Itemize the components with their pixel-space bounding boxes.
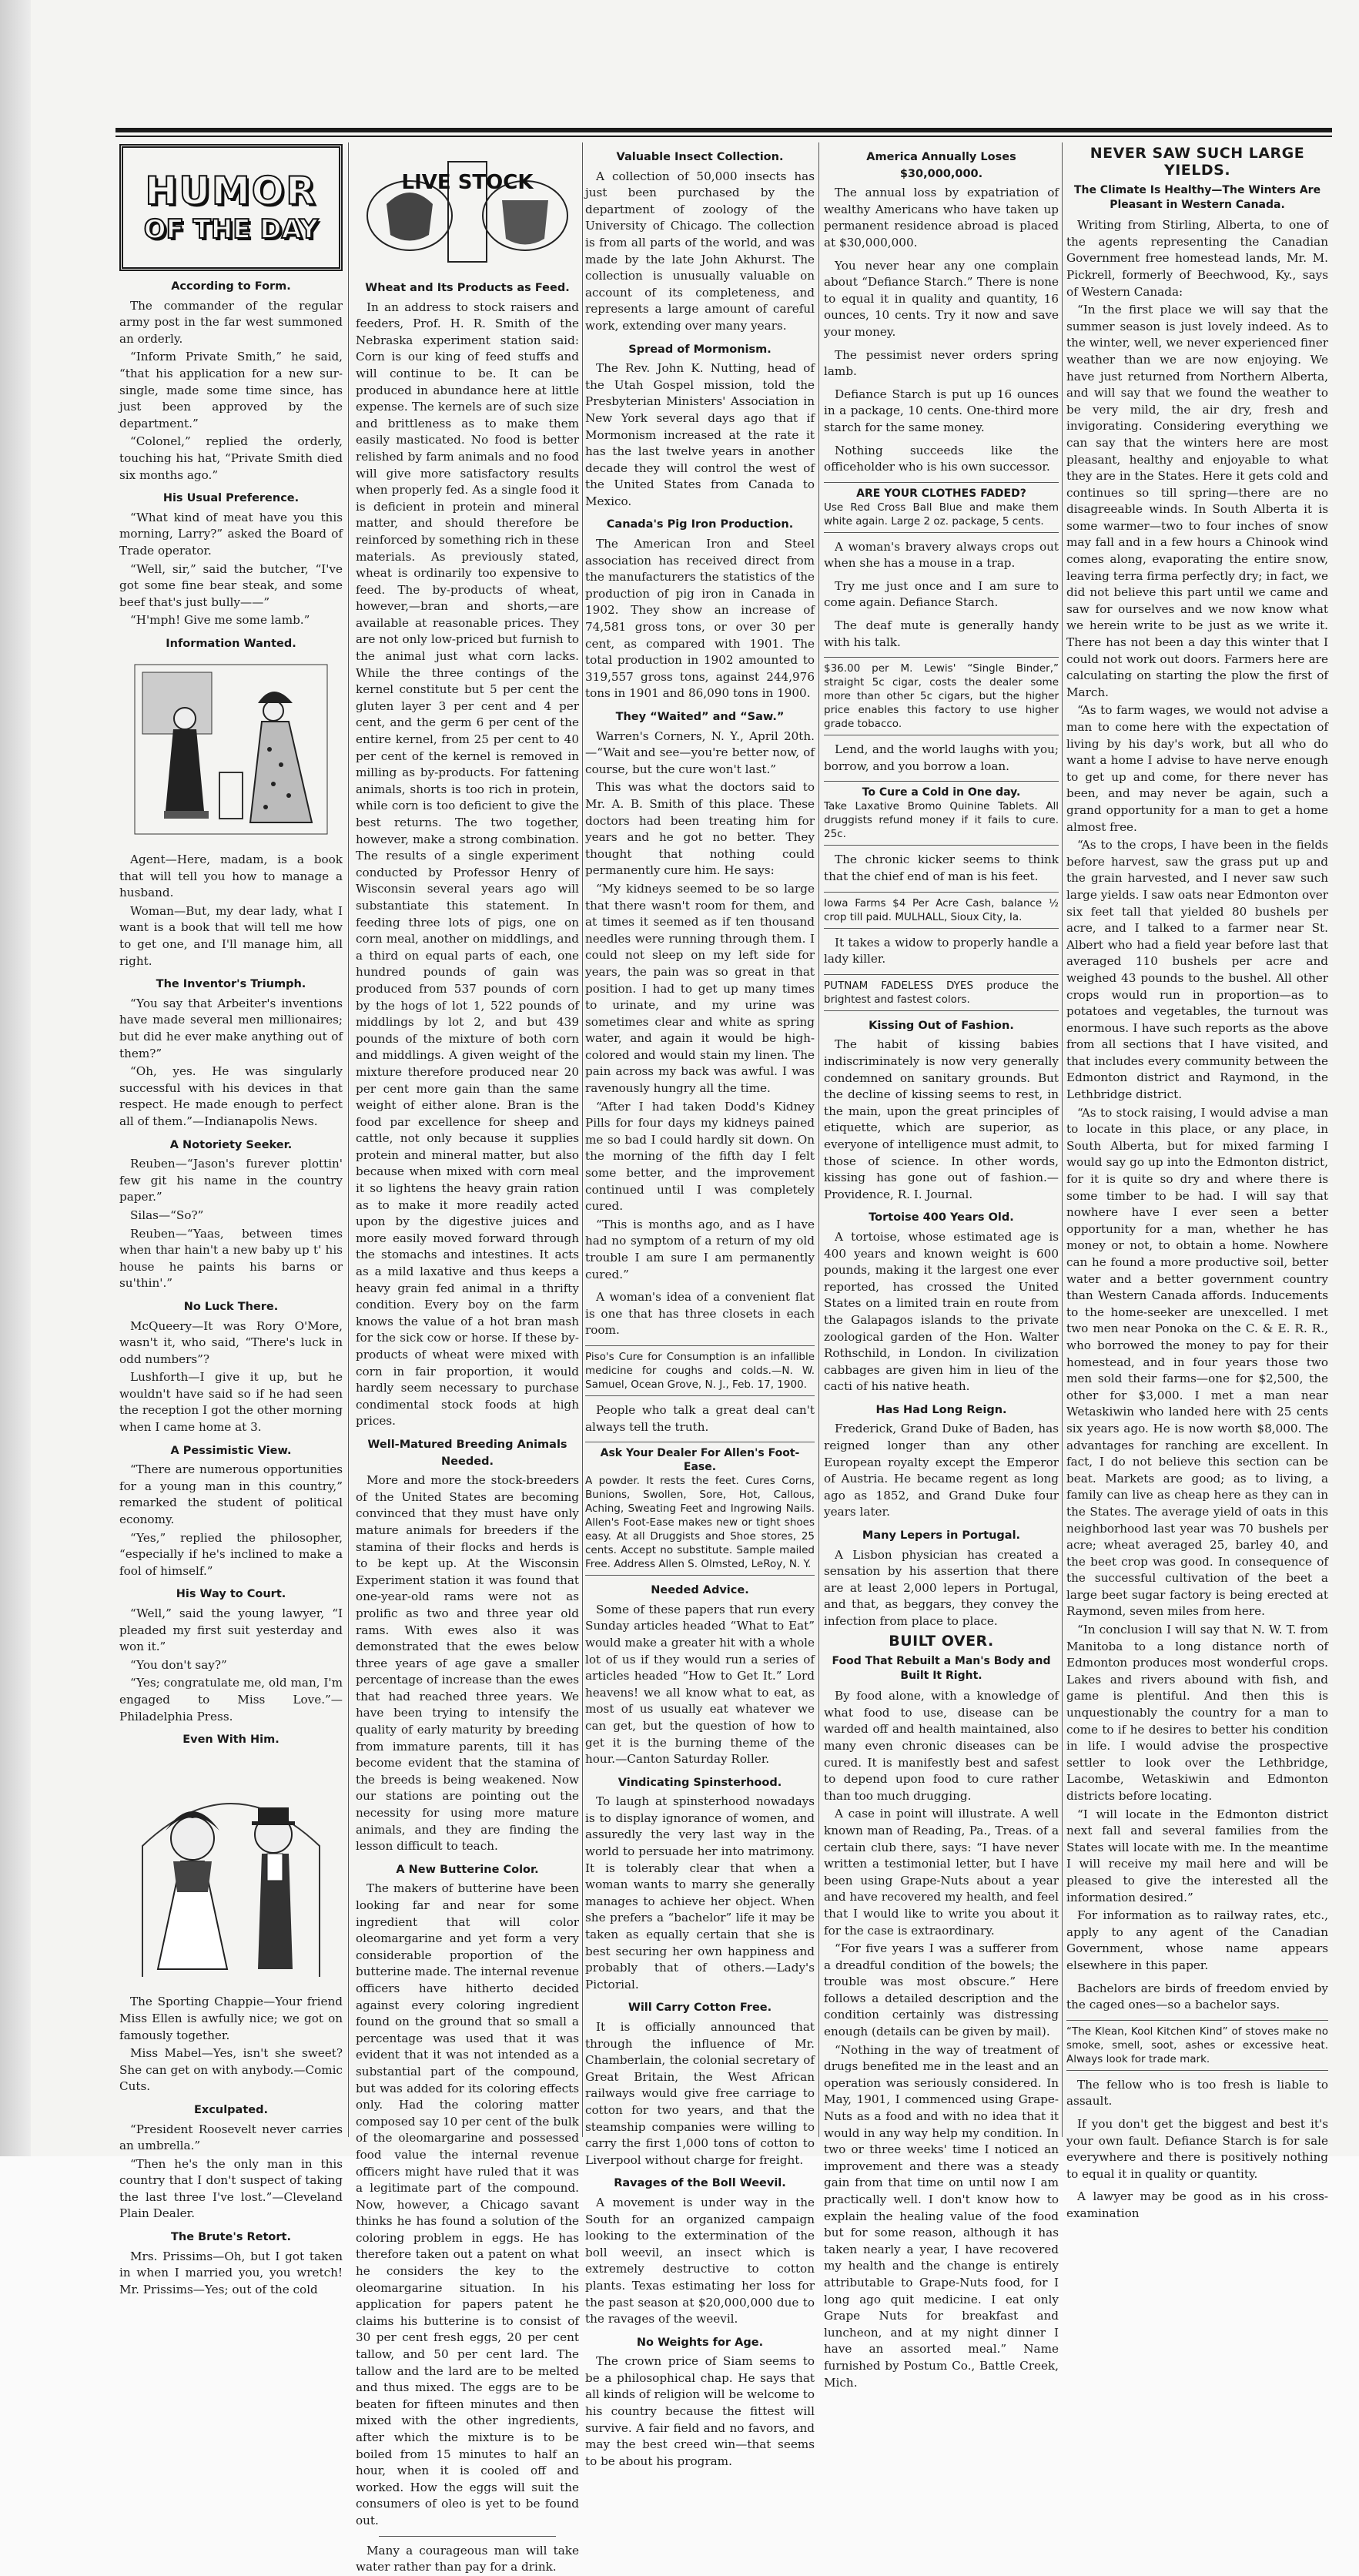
paragraph: “Well, sir,” said the butcher, “I've got some fine bear steak, and some beef that's just bully——” [119,561,343,609]
paragraph: The makers of butterine have been looking far and near for some ingredient that will color oleomargarine and yet form a very considerable proportion of the butterine made. The internal revenue officers have hitherto decided against every coloring ingredient found on the ground that so small a percentage was used that it was evident that it was not intended as a substantial part of the compound, but was added for its coloring effects only. Had the coloring matter composed say 10 per cent of the bulk of the oleomargarine and possessed food value the internal revenue officers might have ruled that it was a legitimate part of the compound. Now, however, a Chicago savant thinks he has found a solution of the coloring problem in eggs. He has therefore taken out a patent on what he considers the key to the oleomargarine situation. In his application for papers patent he claims his butterine is to consist of 30 per cent fresh eggs, 20 per cent tallow, and 50 per cent lard. The tallow and the lard are to be melted and thus mixed. The eggs are to be beaten for fifteen minutes and then mixed with the other ingredients, after which the mixture is to be boiled from 15 minutes to half an hour, when it is cooled off and worked. How the eggs will suit the consumers of oleo is yet to be found out. [356,1881,579,2527]
ad-title: ARE YOUR CLOTHES FADED? [856,487,1026,500]
paragraph: Reuben—“Jason's furever plottin' few git his name in the country paper.” [119,1157,343,1204]
headline: The Brute's Retort. [171,2231,291,2244]
paragraph: The deaf mute is generally handy with his talk. [824,618,1059,649]
column-news [585,142,815,2468]
paragraph: The Rev. John K. Nutting, head of the Utah Gospel mission, told the Presbyterian Ministers' Association in New York several days ago that if Mormonism increased at the rate it has the last twelve years in another decade they will control the west of the United States from Canada to Mexico. [585,361,815,508]
headline: They “Waited” and “Saw.” [615,711,785,723]
humor-masthead [119,144,343,271]
paragraph: Reuben—“Yaas, between times when thar hain't a new baby up t' his house he paints his barns or su'thin'.” [119,1226,343,1291]
paragraph: You never hear any one complain about “Defiance Starch.” There is none to equal it in quality and quantity, 16 ounces, 10 cents. Try it now and save your money. [824,258,1059,339]
ad-text: A powder. It rests the feet. Cures Corns, Bunions, Swollen, Sore, Hot, Callous, Aching, Sweating Feet and Ingrowing Nails. Allen's Foot-Ease makes new or tight shoes easy. At all Druggists and Shoe stores, 25 cents. Accept no substitute. Sample mailed Free. Address Allen S. Olmsted, LeRoy, N. Y. [585,1475,815,1571]
headline: A New Butterine Color. [396,1863,539,1876]
headline-large: BUILT OVER. [889,1632,994,1650]
headline: The Inventor's Triumph. [156,978,306,991]
paragraph: “Well,” said the young lawyer, “I pleaded my first suit yesterday and won it.” [119,1606,343,1654]
paragraph: “President Roosevelt never carries an umbrella.” [119,2122,343,2153]
paragraph: “Then he's the only man in this country that I don't suspect of taking the last three I've lost.”—Cleveland Plain Dealer. [119,2156,343,2221]
column-rule [818,142,819,2137]
paragraph: A collection of 50,000 insects has just been purchased by the department of zoology of the University of Chicago. The collection is from all parts of the world, and was made by the late John Akhurst. The collection is unusually valuable on account of its completeness, and represents a large amount of careful work, extending over many years. [585,169,815,333]
paragraph: By food alone, with a knowledge of what food to use, disease can be warded off and health maintained, also many even chronic diseases can be cured. It is manifestly best and safest to depend upon food to cure rather than too much drugging. [824,1689,1059,1803]
column-rule [348,142,349,2137]
paragraph: Nothing succeeds like the officeholder who is his own successor. [824,443,1059,474]
ad-text: PUTNAM FADELESS DYES produce the brightest and fastest colors. [824,979,1059,1006]
headline: Well-Matured Breeding Animals Needed. [367,1438,567,1468]
top-rule [115,128,1332,132]
paragraph: To laugh at spinsterhood nowadays is to display ignorance of women, and assuredly the very last way in the world to persuade her into matrimony. It is tolerably clear that when a woman wants to marry she generally manages to achieve her object. When she prefers a “bachelor” life it may be taken as equally certain that she is best securing her own happiness and probably that of others.—Lady's Pictorial. [585,1794,815,1991]
paragraph: Lushforth—I give it up, but he wouldn't have said so if he had seen the reception I got the other morning when I came home at 3. [119,1370,343,1435]
paragraph: A movement is under way in the South for an organized campaign looking to the extermination of the boll weevil, an insect which is extremely destructive to cotton plants. Texas estimating her loss for the past season at $20,000,000 due to the ravages of the weevil. [585,2195,815,2326]
paragraph: A case in point will illustrate. A well known man of Reading, Pa., Treas. of a certain club there, says: “I have never written a testimonial letter, but I have been using Grape-Nuts about a year and have recovered my health, and feel that I would like to write you about it for the case is extraordinary. [824,1807,1059,1938]
livestock-masthead [356,142,579,273]
headline: Canada's Pig Iron Production. [606,518,794,531]
paragraph: This was what the doctors said to Mr. A. B. Smith of this place. These doctors had been treating him for years and he got no better. They thought that nothing could permanently cure him. He says: [585,780,815,878]
paragraph: Many a courageous man will take water rather than pay for a drink. [356,2543,579,2574]
paragraph: “Yes,” replied the philosopher, “especially if he's inclined to make a fool of himself.” [119,1530,343,1578]
paragraph: For information as to railway rates, etc., apply to any agent of the Canadian Government, whose name appears elsewhere in this paper. [1066,1908,1328,1972]
ad-text: $36.00 per M. Lewis' “Single Binder,” straight 5c cigar, costs the dealer some more than other 5c cigars, but the higher price enables this factory to use higher grade tobacco. [824,662,1059,731]
ad-text: Take Laxative Bromo Quinine Tablets. All druggists refund money if it fails to cure. 25c. [824,800,1059,841]
paragraph: Agent—Here, madam, is a book that will tell you how to manage a husband. [119,853,343,900]
headline: Valuable Insect Collection. [616,151,784,163]
paragraph: “Nothing in the way of treatment of drugs benefited me in the least and an operation was seriously considered. In May, 1901, I commenced using Grape-Nuts as a food and with no idea that it would in any way help my condition. In two or three weeks' time I noticed an improvement and there was a steady gain from that time on until now I am practically well. I don't know how to explain the healing value of the food but for some reason, although it has taken nearly a year, I have recovered my health and the change is entirely attributable to Grape-Nuts food, for I long ago quit medicine. I eat only Grape Nuts for breakfast and luncheon, and at my night dinner I have an assorted meal.” Name furnished by Postum Co., Battle Creek, Mich. [824,2042,1059,2390]
paragraph: The Sporting Chappie—Your friend Miss Ellen is awfully nice; we got on famously together. [119,1995,343,2042]
paragraph: If you don't get the biggest and best it's your own fault. Defiance Starch is for sale everywhere and there is positively nothing to equal it in quality or quantity. [1066,2116,1328,2181]
headline: Will Carry Cotton Free. [628,2002,772,2015]
headline: Needed Advice. [651,1584,749,1597]
masthead-line1: HUMOR [145,168,317,213]
paragraph: In an address to stock raisers and feeders, Prof. H. R. Smith of the Nebraska experiment station said: Corn is our king of feed stuffs and will continue to be. It can be produced in abundance here at little expense. The kernels are of such size and brittleness as to make them easily masticated. No food is better relished by farm animals and no food will give more satisfactory results when properly fed. As a single food it is deficient in protein and mineral matter, and should therefore be reinforced by something rich in these materials. As previously stated, wheat is ordinarily too expensive to feed. The by-products of wheat, however,—bran and shorts,—are available at reasonable prices. They are not only low-priced but furnish to the animal just what corn lacks. While the three contings of the kernel constitute but 5 per cent the gluten layer 3 per cent and 4 per cent, and the germ 6 per cent of the entire kernel, from 25 per cent to 40 per cent of the kernel is removed in milling as by-products. For fattening animals, shorts is too rich in protein, while corn is too deficient to give the best returns. The two together, however, make a strong combination. The results of a single experiment conducted by Professor Henry of Wisconsin several years ago will substantiate this statement. In feeding three lots of pigs, one on corn meal, another on middlings, and a third on equal parts of each, one hundred pounds of gain was produced from 537 pounds of corn by the hogs of lot 1, 522 pounds of middlings by lot 2, and but 439 pounds of the mixture of both corn and middlings. A given weight of the mixture therefore produced near 20 per cent more gain than the same weight of either alone. Bran is the food par excellence for sheep and cattle, not only because it supplies protein and mineral matter, but also because when mixed with corn meal it so lightens the heavy grain ration as to make it more readily acted upon by the digestive juices and more easily moved forward through the stomachs and intestines. It acts as a mild laxative and thus keeps a heavy grain fed animal in a thrifty condition. Every boy on the farm knows the value of a hot bran mash for the sick cow or horse. If these by-products of wheat were mixed with corn in fair proportion, it would hardly seem necessary to purchase condimental stock foods at high prices. [356,300,579,1429]
paragraph: A woman's idea of a convenient flat is one that has three closets in each room. [585,1290,815,1338]
headline: Many Lepers in Portugal. [862,1529,1021,1543]
paragraph: More and more the stock-breeders of the United States are becoming convinced that they must have only mature animals for breeders if the stamina of their flocks and herds is to be kept up. At the Wisconsin Experiment station it was found that one-year-old rams were not as prolific as two and three year old rams. With ewes also it was demonstrated that the ewes below three years of age gave a smaller percentage of increase than the ewes that had reached three years. We have been trying to intensify the quality of early maturity by breeding from immature parents, till it has become evident that the stamina of the breeds is being weakened. Now our stations are pointing out the necessity for using more mature animals, and they are finding the lesson difficult to teach. [356,1473,579,1854]
paragraph: The fellow who is too fresh is liable to assault. [1066,2077,1328,2109]
ad-text: Iowa Farms $4 Per Acre Cash, balance ½ crop till paid. MULHALL, Sioux City, Ia. [824,896,1059,923]
headline: Ravages of the Boll Weevil. [614,2177,786,2190]
paragraph: It is officially announced that through the influence of Mr. Chamberlain, the colonial secretary of Great Britain, the West African railways would give free carriage to cotton for two years, and that the steamship companies were willing to carry the first 1,000 tons of cotton to Liverpool without charge for freight. [585,2020,815,2167]
advertisement [1066,2020,1328,2071]
column-humor [119,142,343,2296]
paragraph: The commander of the regular army post in the far west summoned an orderly. [119,298,343,346]
paragraph: “H'mph! Give me some lamb.” [130,613,310,628]
paragraph: “There are numerous opportunities for a young man in this country,” remarked the student of political economy. [119,1462,343,1527]
paragraph: “I will locate in the Edmonton district next fall and several families from the States will locate with me. In the meantime I will receive my mail here and will be pleased to give the interested all the information desired.” [1066,1807,1328,1904]
paragraph: The crown price of Siam seems to be a philosophical chap. He says that all kinds of religion will be welcome to his country because the fittest will survive. A fair field and no favors, and may the best creed win—that seems to be about his program. [585,2354,815,2468]
paragraph: “Oh, yes. He was singularly successful with his devices in that respect. He made enough to perfect all of them.”—Indianapolis News. [119,1064,343,1128]
subheadline: The Climate Is Healthy—The Winters Are Pleasant in Western Canada. [1073,184,1321,212]
chappie-illustration [119,1754,343,1990]
paragraph: “After I had taken Dodd's Kidney Pills for four days my kidneys pained me so bad I could hardly sit down. On the morning of the fifth day I felt some better, and the improvement continued until I was completely cured. [585,1099,815,1214]
headline: Has Had Long Reign. [875,1403,1007,1416]
paragraph: “In conclusion I will say that N. W. T. from Manitoba to a long distance north of Edmonton produces most wonderful crops. Lakes and rivers abound with fish, and game is plentiful. And then this is unquestionably the country for a man to come to if he desires to better his condition in life. I would advise the prospective settler to look over the Lethbridge, Lacombe, Wetaskiwin and Edmonton districts before locating. [1066,1623,1328,1803]
paragraph: Bachelors are birds of freedom envied by the caged ones—so a bachelor says. [1066,1981,1328,2012]
headline: Information Wanted. [166,637,296,650]
headline: Exculpated. [194,2103,268,2116]
column-misc [824,142,1059,2390]
paragraph: “As to stock raising, I would advise a man to locate in this place, or any place, in South Alberta, but for mixed farming I would say go up into the Edmonton district, for it is quite so dry and where there is some timber to be had. I will say that nowhere have I ever seen a better opportunity for a man, whether he has money or not, to obtain a home. Nowhere can he found a more productive soil, better water and a better government country than Western Canada affords. Inducements to the home-seeker are unexcelled. I met two men near Ponoka on the C. & E. R. R., who borrowed the money to pay for their homestead, and in four years those two men sold their farms—one for $2,500, the other for $3,000. I met a man near Wetaskiwin who landed here with 25 cents six years ago. He is now worth $8,000. The advantages for ranching are excellent. In fact, I do not believe this section can be beat. Markets are good; as to living, a family can live as cheap here as they can in the States. The average yield of oats in this neighborhood last year was 70 bushels per acre; wheat averaged 25, barley 40, and the beet crop was good. In consequence of the successful cultivation of the beet a large beet sugar factory is being erected at Raymond, seven miles from here. [1066,1105,1328,1619]
paragraph: It takes a widow to properly handle a lady killer. [824,935,1059,966]
advertisement [824,974,1059,1011]
paragraph: The chronic kicker seems to think that the chief end of man is his feet. [824,853,1059,884]
paragraph: “My kidneys seemed to be so large that there wasn't room for them, and at times it seemed as if ten thousand needles were running through them. I could not sleep on my left side for years, the pain was so great in that position. I had to get up many times to urinate, and my urine was sometimes clear and white as spring water, and again it would be high-colored and would stain my linen. The pain across my back was awful. I was ravenously hungry all the time. [585,881,815,1096]
paragraph: “You don't say?” [130,1657,227,1672]
paragraph: “This is months ago, and as I have had no symptom of a return of my old trouble I am sure I am permanently cured.” [585,1217,815,1281]
headline: His Usual Preference. [162,492,300,505]
paragraph: “As to farm wages, we would not advise a man to come here with the expectation of living by his day's work, but all who do want a home I advise to have nerve enough to get up and come, for there never has been, and may never be again, such a grand opportunity for a man to get a home almost free. [1066,703,1328,834]
paragraph: “For five years I was a sufferer from a dreadful condition of the bowels; the trouble was most obscure.” Here follows a detailed description and the condition certainly was distressing enough (details can be given by mail). [824,1941,1059,2039]
ad-title: Ask Your Dealer For Allen's Foot-Ease. [600,1447,800,1474]
paragraph: Silas—“So?” [130,1208,204,1222]
ad-text: Piso's Cure for Consumption is an infallible medicine for coughs and colds.—N. W. Samuel, Ocean Grove, N. J., Feb. 17, 1900. [585,1350,815,1391]
advertisement [824,482,1059,533]
headline: Kissing Out of Fashion. [869,1019,1014,1032]
column-canada [1066,142,1328,2220]
ad-text: Use Red Cross Ball Blue and make them white again. Large 2 oz. package, 5 cents. [824,501,1059,528]
advertisement [824,781,1059,846]
headline: Tortoise 400 Years Old. [869,1211,1014,1224]
headline: A Pessimistic View. [170,1444,292,1457]
headline: A Notoriety Seeker. [169,1138,293,1151]
headline: According to Form. [171,280,291,293]
headline: Wheat and Its Products as Feed. [365,282,570,294]
paragraph: A woman's bravery always crops out when she has a mouse in a trap. [824,539,1059,571]
headline: No Weights for Age. [636,2336,764,2349]
paragraph: A Lisbon physician has created a sensation by his assertion that there are at least 2,000 lepers in Portugal, and that, as beggars, they convey the infection from place to place. [824,1547,1059,1628]
divider [379,2536,556,2537]
headline: His Way to Court. [176,1588,286,1601]
scan-margin [0,0,31,2156]
column-livestock [356,142,579,2574]
paragraph: Miss Mabel—Yes, isn't she sweet? She can get on with anybody.—Comic Cuts. [119,2046,343,2094]
paragraph: “Colonel,” replied the orderly, touching his hat, “Private Smith died six months ago.” [119,434,343,482]
paragraph: “Yes; congratulate me, old man, I'm engaged to Miss Love.”—Philadelphia Press. [119,1676,343,1723]
ad-text: “The Klean, Kool Kitchen Kind” of stoves make no smoke, smell, soot, ashes or excessive heat. Always look for trade mark. [1066,2025,1328,2065]
advertisement [585,1442,815,1576]
paragraph: A lawyer may be good as in his cross-examination [1066,2189,1328,2220]
paragraph: Lend, and the world laughs with you; borrow, and you borrow a loan. [824,742,1059,773]
agent-illustration [119,657,343,847]
headline: No Luck There. [183,1300,279,1313]
livestock-title: LIVE STOCK [401,171,534,194]
paragraph: Woman—But, my dear lady, what I want is a book that will tell me how to get one, and I'll manage him, all right. [119,903,343,968]
paragraph: The pessimist never orders spring lamb. [824,347,1059,379]
advertisement [824,657,1059,735]
paragraph: Some of these papers that run every Sunday articles headed “What to Eat” would make a greater hit with a whole lot of us if they would run a series of articles headed “How to Get It.” Lord heavens! we all know what to eat, as most of us usually eat whatever we can get, but the question of how to get it is the burning theme of the hour.—Canton Saturday Roller. [585,1602,815,1767]
column-rule [582,142,583,2137]
paragraph: “You say that Arbeiter's inventions have made several men millionaires; but did he ever make anything out of them?” [119,996,343,1060]
paragraph: The American Iron and Steel association has received direct from the manufacturers the statistics of the production of pig iron in Canada in 1902. They show an increase of 74,581 gross tons, or over 30 per cent, as compared with 1901. The total production in 1902 amounted to 319,557 gross tons, against 244,976 tons in 1901 and 86,090 tons in 1900. [585,537,815,701]
paragraph: “In the first place we will say that the summer season is just lovely indeed. As to the winter, well, we never experienced finer weather than we are now enjoying. We have just returned from Northern Alberta, and will say that we found the weather to be very mild, the air dry, fresh and invigorating. Considering everything we can say that the winters here are most pleasant, healthy and enjoyable to what they are in the States. Here it gets cold and continues so till spring—there are no disagreeable winds. In South Alberta it is some warmer—two to four inches of snow may fall and in a few hours a Chinook wind comes along, evaporating the entire snow, leaving terra firma perfectly dry; in fact, we did not believe this part until we came and saw for ourselves and we now know what we herein write to be just as we write it. There has not been a day this winter that I could not work out doors. Farmers here are calculating on starting the plow the first of March. [1066,303,1328,699]
headline: Even With Him. [182,1734,279,1747]
paragraph: “Inform Private Smith,” he said, “that his application for a new sur-single, made some time since, has just been approved by the department.” [119,350,343,430]
advertisement [585,1345,815,1396]
paragraph: Warren's Corners, N. Y., April 20th. —“Wait and see—you're better now, of course, but the cure won't last.” [585,729,815,776]
paragraph: The annual loss by expatriation of wealthy Americans who have taken up permanent residence abroad is placed at $30,000,000. [824,186,1059,250]
subheadline: Food That Rebuilt a Man's Body and Built It Right. [832,1655,1051,1683]
paragraph: McQueery—It was Rory O'More, wasn't it, who said, “There's luck in odd numbers”? [119,1318,343,1366]
paragraph: “What kind of meat have you this morning, Larry?” asked the Board of Trade operator. [119,510,343,558]
paragraph: Defiance Starch is put up 16 ounces in a package, 10 cents. One-third more starch for the same money. [824,387,1059,434]
paragraph: A tortoise, whose estimated age is 400 years and known weight is 600 pounds, making it the largest one ever reported, has crossed the United States on a limited train en route from the Galapagos islands to the private zoological garden of the Hon. Walter Rothschild, in London. In civilization cabbages are given him in lieu of the cacti of his native heath. [824,1229,1059,1394]
column-rule [1062,142,1063,2137]
headline: Spread of Mormonism. [628,343,772,356]
paragraph: Writing from Stirling, Alberta, to one of the agents representing the Canadian Government free homestead lands, Mr. M. Pickrell, formerly of Beechwood, Ky., says of Western Canada: [1066,218,1328,299]
headline: Vindicating Spinsterhood. [618,1776,782,1789]
paragraph: Try me just once and I am sure to come again. Defiance Starch. [824,578,1059,610]
paragraph: Frederick, Grand Duke of Baden, has reigned longer than any other European royalty except the Emperor of Austria. He became regent as long ago as 1852, and Grand Duke four years later. [824,1422,1059,1519]
top-rule-thin [115,136,1332,137]
paragraph: People who talk a great deal can't always tell the truth. [585,1402,815,1434]
masthead-line2: OF THE DAY [143,213,319,245]
paragraph: “As to the crops, I have been in the fields before harvest, saw the grass put up and the grain harvested, and I never saw such large yields. I saw oats near Edmonton over six feet tall that yielded 80 bushels per acre, and I talked to a farmer near St. Albert who had a field year before last that averaged 110 bushels per acre and weighed 43 pounds to the bushel. All other crops would run in proportion—as to potatoes and vegetables, the turnout was enormous. I have such reports as the above from all sections that I have visited, and that includes every community between the Edmonton district and Raymond, in the Lethbridge district. [1066,838,1328,1102]
headline-large: NEVER SAW SUCH LARGE YIELDS. [1090,145,1305,179]
headline: America Annually Loses $30,000,000. [866,151,1016,180]
paragraph: The habit of kissing babies indiscriminately is now very generally condemned on sanitary grounds. But the decline of kissing seems to rest, in the main, upon the great principles of etiquette, which are superior, as everyone of intelligence must admit, to those of science. In other words, kissing has gone out of fashion.—Providence, R. I. Journal. [824,1037,1059,1201]
ad-title: To Cure a Cold in One day. [862,786,1021,799]
paragraph: Mrs. Prissims—Oh, but I got taken in when I married you, you wretch! Mr. Prissims—Yes; out of the cold [119,2249,343,2296]
advertisement [824,892,1059,929]
